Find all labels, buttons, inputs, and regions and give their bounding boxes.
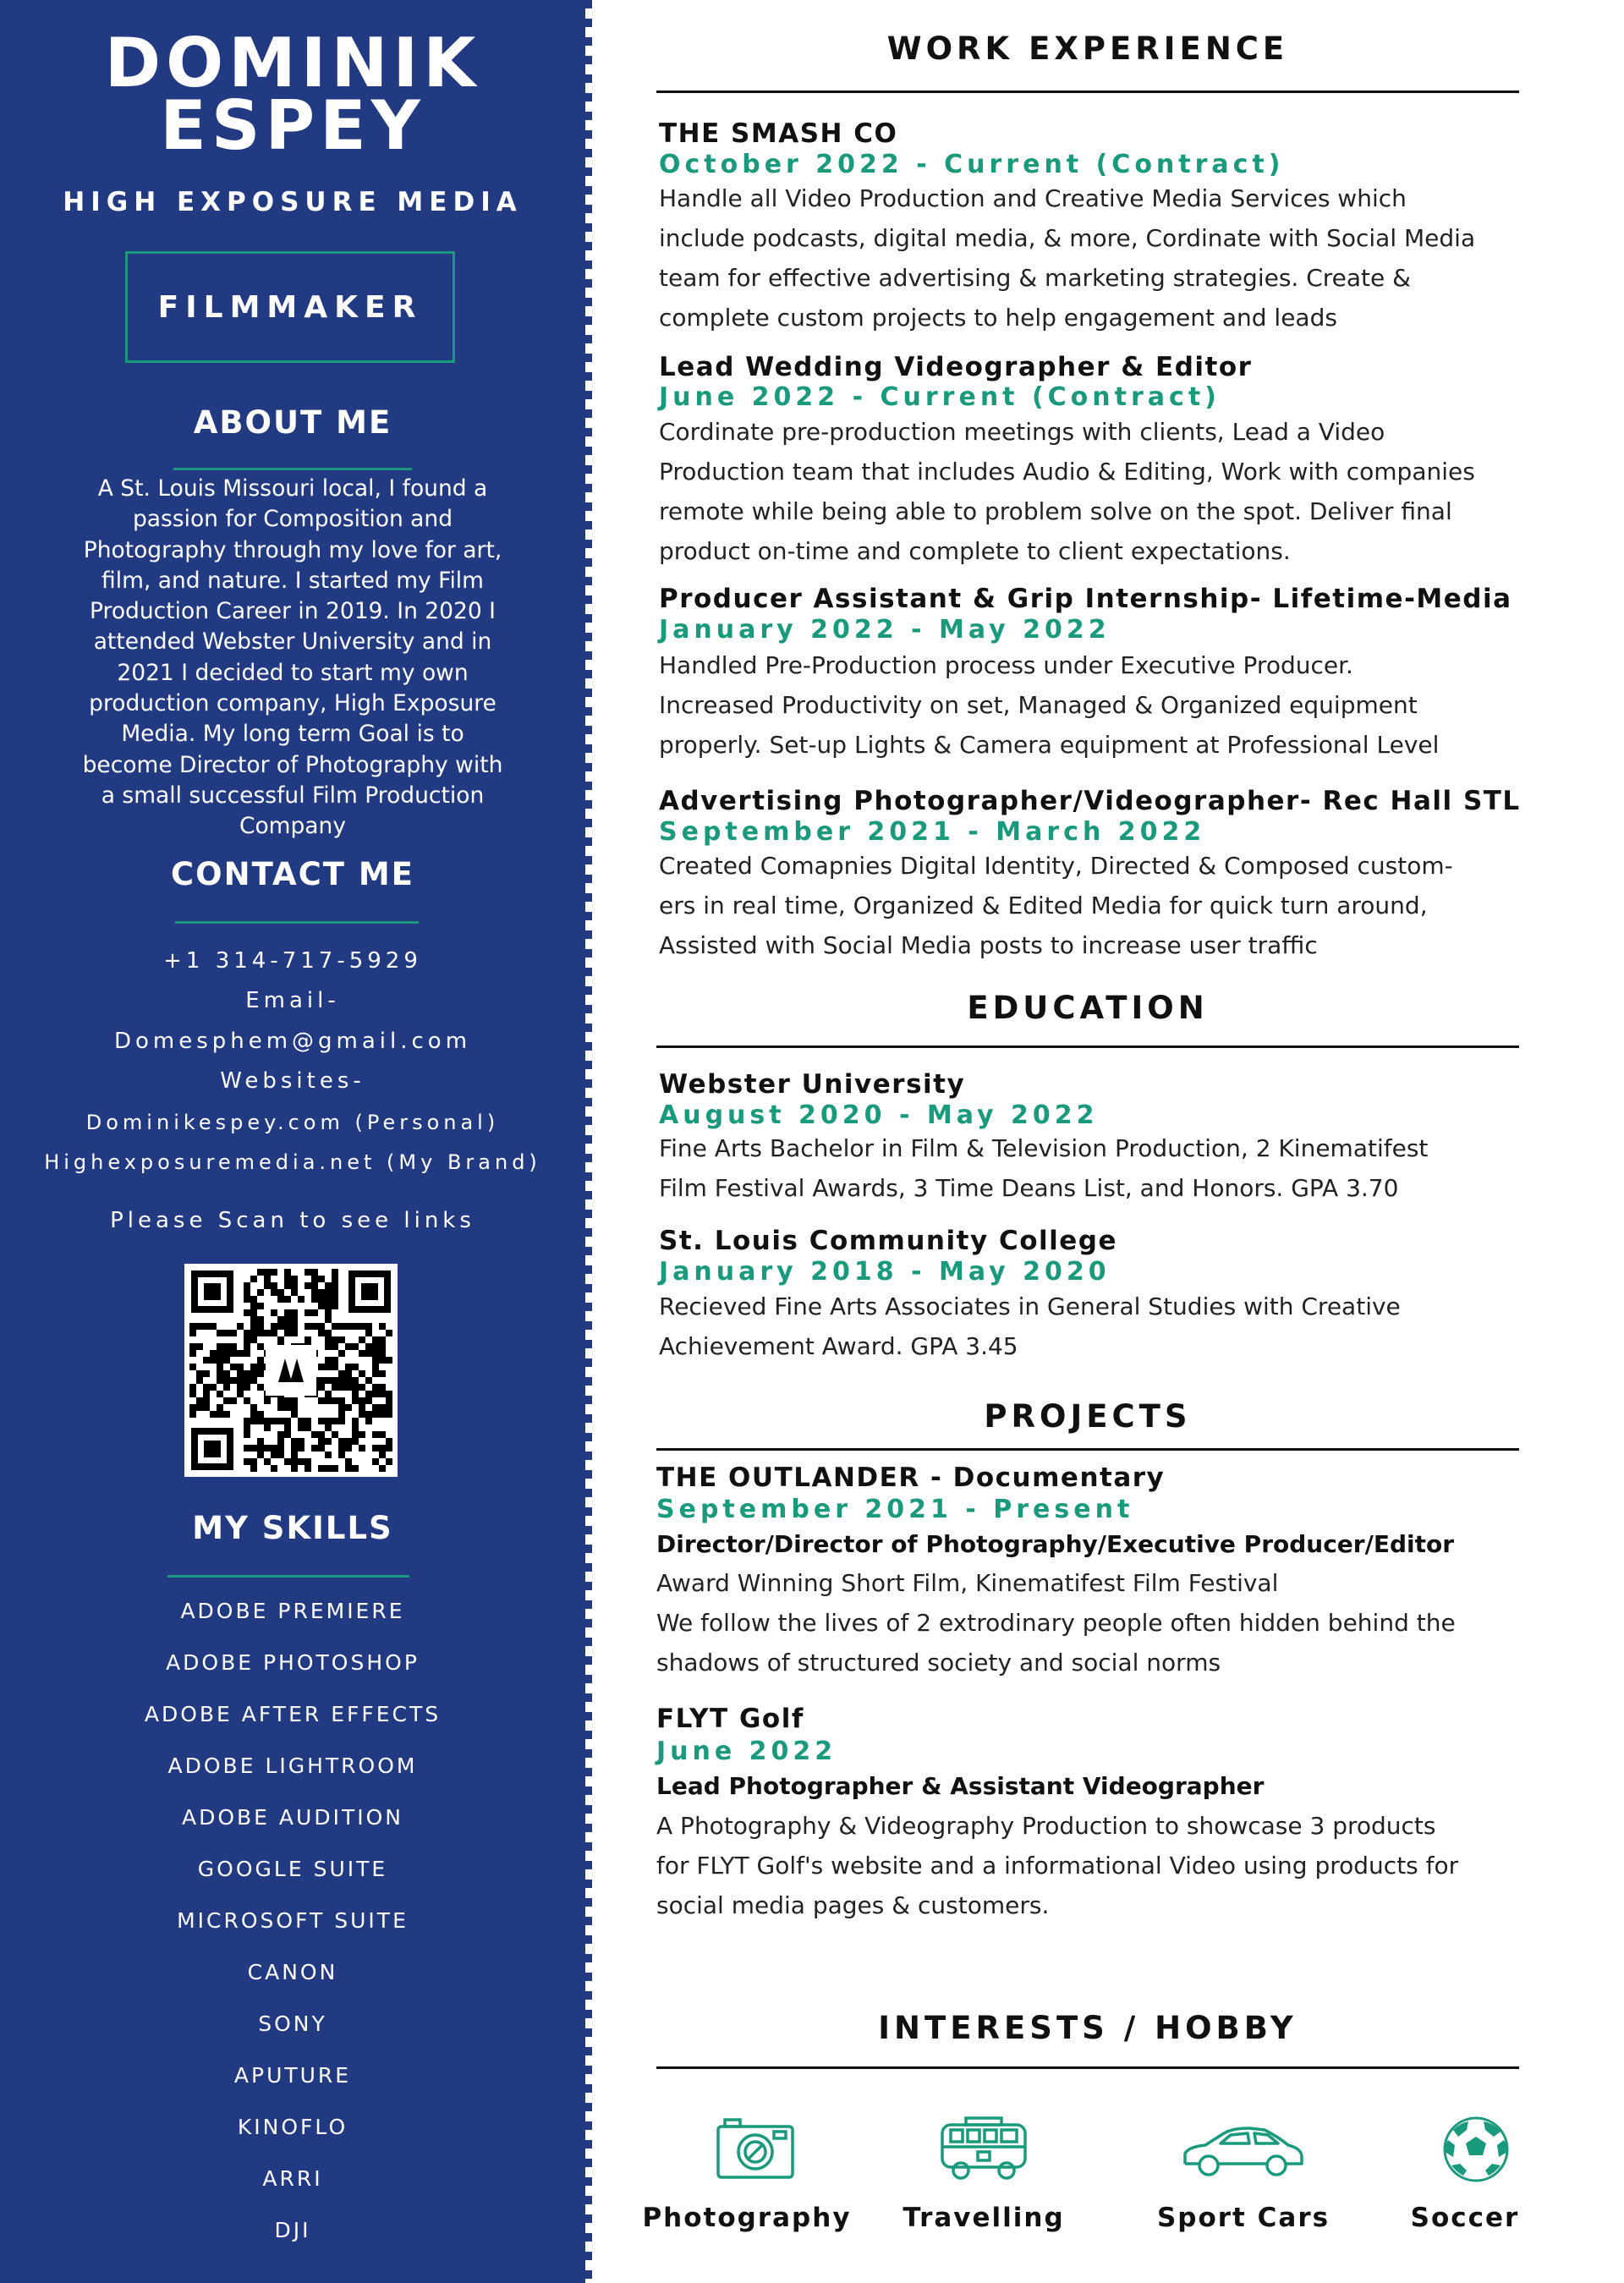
skills-heading: MY SKILLS — [192, 1510, 393, 1546]
phone-number[interactable]: +1 314-717-5929 — [163, 948, 422, 974]
about-line: Media. My long term Goal is to — [121, 721, 464, 748]
about-line: Company — [239, 813, 347, 840]
project-description — [656, 1563, 1536, 1682]
about-line: passion for Composition and — [132, 506, 453, 533]
about-line: film, and nature. I started my Film — [102, 567, 484, 594]
project-description — [656, 1806, 1536, 1925]
project-line: A Photography & Videography Production to showcase 3 products — [656, 1812, 1436, 1840]
interests-heading: INTERESTS / HOBBY — [878, 2010, 1298, 2046]
school-line: Fine Arts Bachelor in Film & Television Production, 2 Kinematifest — [659, 1134, 1429, 1162]
qr-code[interactable] — [184, 1264, 398, 1477]
skill-item: DJI — [274, 2218, 311, 2242]
sidebar — [0, 0, 585, 2283]
school-description — [659, 1287, 1539, 1366]
job-title: THE SMASH CO — [659, 118, 898, 149]
soccer-ball-icon — [1441, 2115, 1511, 2184]
job-dates: September 2021 - March 2022 — [659, 817, 1206, 847]
websites-label: Websites- — [220, 1068, 365, 1094]
personal-site-link[interactable]: Dominikespey.com (Personal) — [85, 1111, 500, 1134]
job-description — [659, 178, 1539, 338]
job-line: Handled Pre-Production process under Executive Producer. — [659, 651, 1353, 679]
skill-item: CANON — [247, 1960, 338, 1984]
project-line: social media pages & customers. — [656, 1891, 1050, 1919]
skill-item: KINOFLO — [237, 2115, 348, 2139]
school-line: Achievement Award. GPA 3.45 — [659, 1332, 1018, 1360]
job-dates: January 2022 - May 2022 — [659, 615, 1111, 645]
education-heading: EDUCATION — [967, 990, 1209, 1026]
about-line: attended Webster University and in — [93, 628, 492, 656]
job-title: Producer Assistant & Grip Internship- Lifetime-Media — [659, 584, 1512, 614]
skill-item: ADOBE AUDITION — [182, 1805, 403, 1830]
project-title: FLYT Golf — [656, 1704, 804, 1734]
hobby-sport-cars — [1133, 2115, 1353, 2182]
school-line: Recieved Fine Arts Associates in General Studies with Creative — [659, 1292, 1401, 1320]
work-heading: WORK EXPERIENCE — [886, 30, 1289, 67]
skill-item: SONY — [258, 2011, 327, 2036]
skills-rule — [167, 1575, 409, 1578]
school-line: Film Festival Awards, 3 Time Deans List, and Honors. GPA 3.70 — [659, 1174, 1399, 1202]
job-title: Advertising Photographer/Videographer- Rec Hall STL — [659, 786, 1521, 816]
job-line: properly. Set-up Lights & Camera equipment at Professional Level — [659, 731, 1440, 759]
contact-heading: CONTACT ME — [171, 856, 414, 892]
qr-code-icon — [184, 1264, 398, 1477]
about-line: Photography through my love for art, — [83, 536, 502, 563]
education-rule — [656, 1045, 1519, 1048]
about-line: A St. Louis Missouri local, I found a — [97, 475, 488, 502]
job-line: Cordinate pre-production meetings with clients, Lead a Video — [659, 418, 1385, 446]
hobby-label: Travelling — [903, 2203, 1065, 2233]
hobby-label: Soccer — [1410, 2203, 1520, 2233]
project-line: Award Winning Short Film, Kinematifest Film Festival — [656, 1569, 1279, 1597]
job-dates: June 2022 - Current (Contract) — [659, 382, 1221, 412]
skill-item: ARRI — [262, 2166, 323, 2191]
hobby-soccer — [1366, 2115, 1586, 2184]
skill-item: ADOBE PHOTOSHOP — [166, 1650, 420, 1675]
work-rule — [656, 91, 1519, 93]
job-line: complete custom projects to help engagement and leads — [659, 304, 1337, 332]
skill-item: APUTURE — [233, 2063, 352, 2088]
scan-note: Please Scan to see links — [110, 1208, 475, 1233]
interests-rule — [656, 2066, 1519, 2069]
school-name: St. Louis Community College — [659, 1226, 1117, 1256]
sidebar-dash-border — [585, 0, 592, 2283]
hobby-label: Photography — [642, 2203, 852, 2233]
job-line: Assisted with Social Media posts to increase user traffic — [659, 931, 1318, 959]
job-line: include podcasts, digital media, & more, Cordinate with Social Media — [659, 224, 1476, 252]
contact-rule — [175, 921, 419, 924]
email-label: Email- — [245, 988, 340, 1013]
projects-rule — [656, 1448, 1519, 1451]
role-box — [125, 251, 455, 363]
job-description — [659, 645, 1539, 765]
job-line: ers in real time, Organized & Edited Media for quick turn around, — [659, 892, 1428, 919]
job-line: Handle all Video Production and Creative Media Services which — [659, 184, 1407, 212]
hobby-photography — [645, 2115, 865, 2182]
hobby-label: Sport Cars — [1156, 2203, 1330, 2233]
project-line: for FLYT Golf's website and a informational Video using products for — [656, 1852, 1459, 1880]
job-description — [659, 412, 1539, 571]
last-name: ESPEY — [160, 86, 425, 165]
van-icon — [937, 2115, 1030, 2184]
job-dates: October 2022 - Current (Contract) — [659, 150, 1285, 179]
job-line: Created Comapnies Digital Identity, Directed & Composed custom- — [659, 852, 1453, 880]
skill-item: ADOBE LIGHTROOM — [167, 1753, 418, 1778]
job-line: remote while being able to problem solve on the spot. Deliver final — [659, 497, 1452, 525]
skill-item: ADOBE AFTER EFFECTS — [144, 1702, 442, 1726]
school-name: Webster University — [659, 1069, 966, 1100]
project-title: THE OUTLANDER - Documentary — [656, 1463, 1166, 1493]
about-rule — [173, 468, 412, 470]
about-text — [47, 474, 539, 842]
job-description — [659, 846, 1539, 965]
job-line: team for effective advertising & marketing strategies. Create & — [659, 264, 1411, 292]
brand-site-link[interactable]: Highexposuremedia.net (My Brand) — [44, 1150, 541, 1174]
skill-item: ADOBE PREMIERE — [180, 1599, 405, 1623]
job-line: Production team that includes Audio & Editing, Work with companies — [659, 458, 1475, 486]
school-dates: August 2020 - May 2022 — [659, 1100, 1099, 1130]
hobby-travelling — [874, 2115, 1094, 2184]
about-line: production company, High Exposure — [89, 690, 497, 717]
school-description — [659, 1128, 1539, 1208]
project-role: Lead Photographer & Assistant Videographer — [656, 1772, 1265, 1800]
brand-name: HIGH EXPOSURE MEDIA — [63, 187, 523, 217]
about-heading: ABOUT ME — [193, 404, 392, 441]
project-role: Director/Director of Photography/Executive Producer/Editor — [656, 1530, 1455, 1558]
about-line: Production Career in 2019. In 2020 I — [90, 598, 496, 625]
school-dates: January 2018 - May 2020 — [659, 1257, 1111, 1287]
skill-item: GOOGLE SUITE — [197, 1857, 388, 1881]
project-line: We follow the lives of 2 extrodinary people often hidden behind the — [656, 1609, 1456, 1637]
project-line: shadows of structured society and social norms — [656, 1649, 1221, 1677]
skill-item: MICROSOFT SUITE — [177, 1908, 409, 1933]
camera-icon — [715, 2115, 796, 2182]
about-line: become Director of Photography with — [82, 751, 503, 778]
job-title: Lead Wedding Videographer & Editor — [659, 352, 1253, 382]
about-line: a small successful Film Production — [101, 782, 485, 809]
sports-car-icon — [1180, 2115, 1307, 2182]
project-dates: June 2022 — [656, 1737, 837, 1766]
job-line: Increased Productivity on set, Managed & Organized equipment — [659, 691, 1418, 719]
role-title: FILMMAKER — [157, 289, 423, 325]
projects-heading: PROJECTS — [984, 1398, 1192, 1435]
first-name: DOMINIK — [104, 24, 481, 102]
email-link[interactable]: Domesphem@gmail.com — [113, 1029, 472, 1054]
about-line: 2021 I decided to start my own — [117, 659, 469, 686]
job-line: product on-time and complete to client expectations. — [659, 537, 1291, 565]
project-dates: September 2021 - Present — [656, 1495, 1134, 1524]
